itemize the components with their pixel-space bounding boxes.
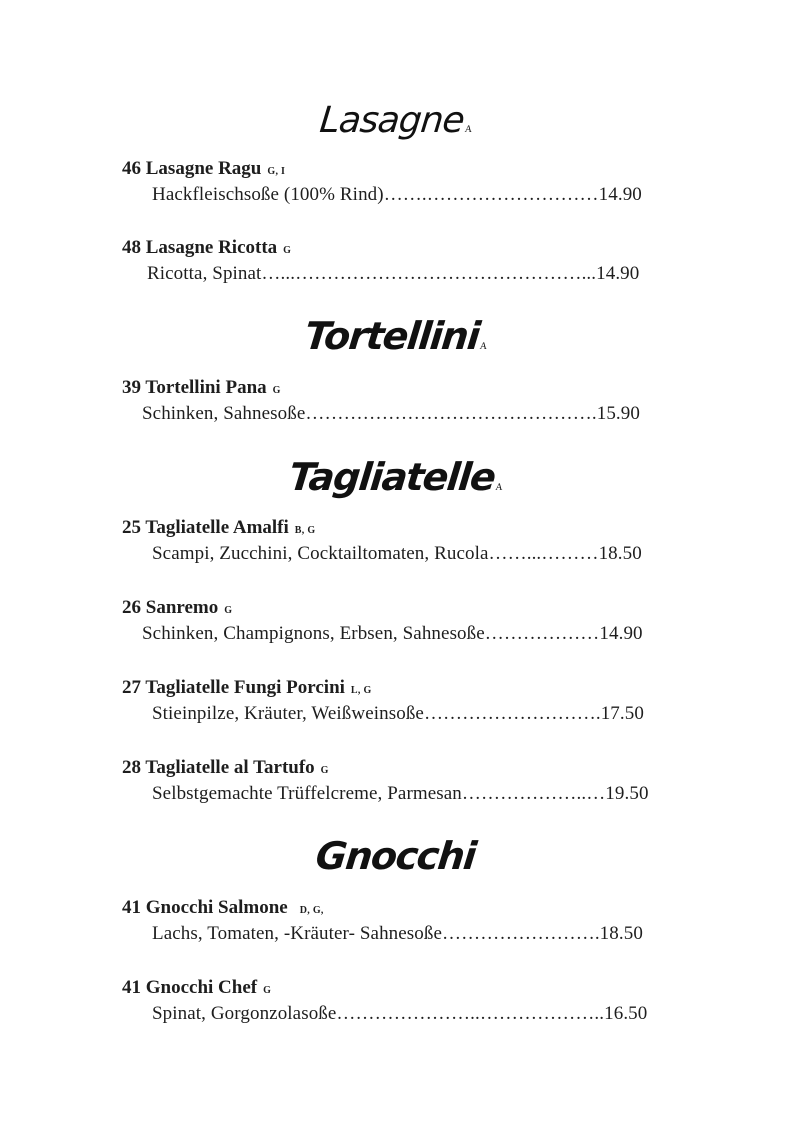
dish-name (122, 517, 315, 539)
dish-description: Stieinpilze, Kräuter, Weißweinsoße……………………….17.50 (152, 703, 644, 724)
section-title-mark: A (494, 482, 504, 493)
section-title-mark: A (479, 341, 488, 352)
dish-title: 39 Tortellini Pana (122, 377, 267, 398)
dish-title: 41 Gnocchi Chef (122, 977, 258, 998)
dish-title: 27 Tagliatelle Fungi Porcini (122, 677, 345, 698)
section-heading-tagliatelle (0, 455, 793, 499)
allergen-codes: G (263, 985, 272, 996)
dish-name (122, 237, 291, 259)
dish-title: 28 Tagliatelle al Tartufo (122, 757, 315, 778)
dish-description: Spinat, Gorgonzolasoße…………………..………………..16.50 (152, 1003, 648, 1024)
section-title: Tortellini (302, 314, 482, 358)
dish-title: 41 Gnocchi Salmone (122, 897, 288, 918)
allergen-codes: G (283, 245, 292, 256)
section-title: Gnocchi (313, 834, 478, 878)
dish-description: Scampi, Zucchini, Cocktailtomaten, Rucola……...………18.50 (152, 543, 642, 564)
dish-name (122, 977, 271, 999)
dish-description: Selbstgemachte Trüffelcreme, Parmesan………………..…19.50 (152, 783, 649, 804)
allergen-codes: G (272, 385, 281, 396)
dish-description: Schinken, Champignons, Erbsen, Sahnesoße………………14.90 (142, 623, 643, 644)
dish-name (122, 597, 232, 619)
section-heading-lasagne (0, 100, 793, 141)
allergen-codes: B, G (294, 525, 316, 536)
dish-name (122, 677, 372, 699)
allergen-codes: G, I (267, 166, 286, 177)
section-title-mark (475, 861, 476, 872)
dish-description: Ricotta, Spinat…...………………………………………...14.90 (147, 263, 640, 284)
dish-description: Schinken, Sahnesoße……………………………………….15.90 (142, 403, 640, 424)
section-title: Lasagne (317, 100, 466, 141)
dish-name (122, 158, 285, 180)
dish-title: 26 Sanremo (122, 597, 219, 618)
dish-name (122, 377, 281, 399)
dish-title: 46 Lasagne Ragu (122, 158, 262, 179)
dish-title: 48 Lasagne Ricotta (122, 237, 278, 258)
allergen-codes: D, G, (299, 905, 324, 916)
dish-name (122, 757, 329, 779)
dish-name (122, 897, 324, 919)
dish-description: Hackfleischsoße (100% Rind)…….………………………14.90 (152, 184, 642, 205)
dish-title: 25 Tagliatelle Amalfi (122, 517, 289, 538)
dish-description: Lachs, Tomaten, -Kräuter- Sahnesoße…………………….18.50 (152, 923, 643, 944)
allergen-codes: L, G (350, 685, 372, 696)
allergen-codes: G (224, 605, 233, 616)
section-heading-gnocchi (0, 834, 793, 878)
section-heading-tortellini (0, 314, 793, 358)
allergen-codes: G (320, 765, 329, 776)
section-title: Tagliatelle (286, 455, 497, 499)
section-title-mark: A (464, 124, 473, 135)
